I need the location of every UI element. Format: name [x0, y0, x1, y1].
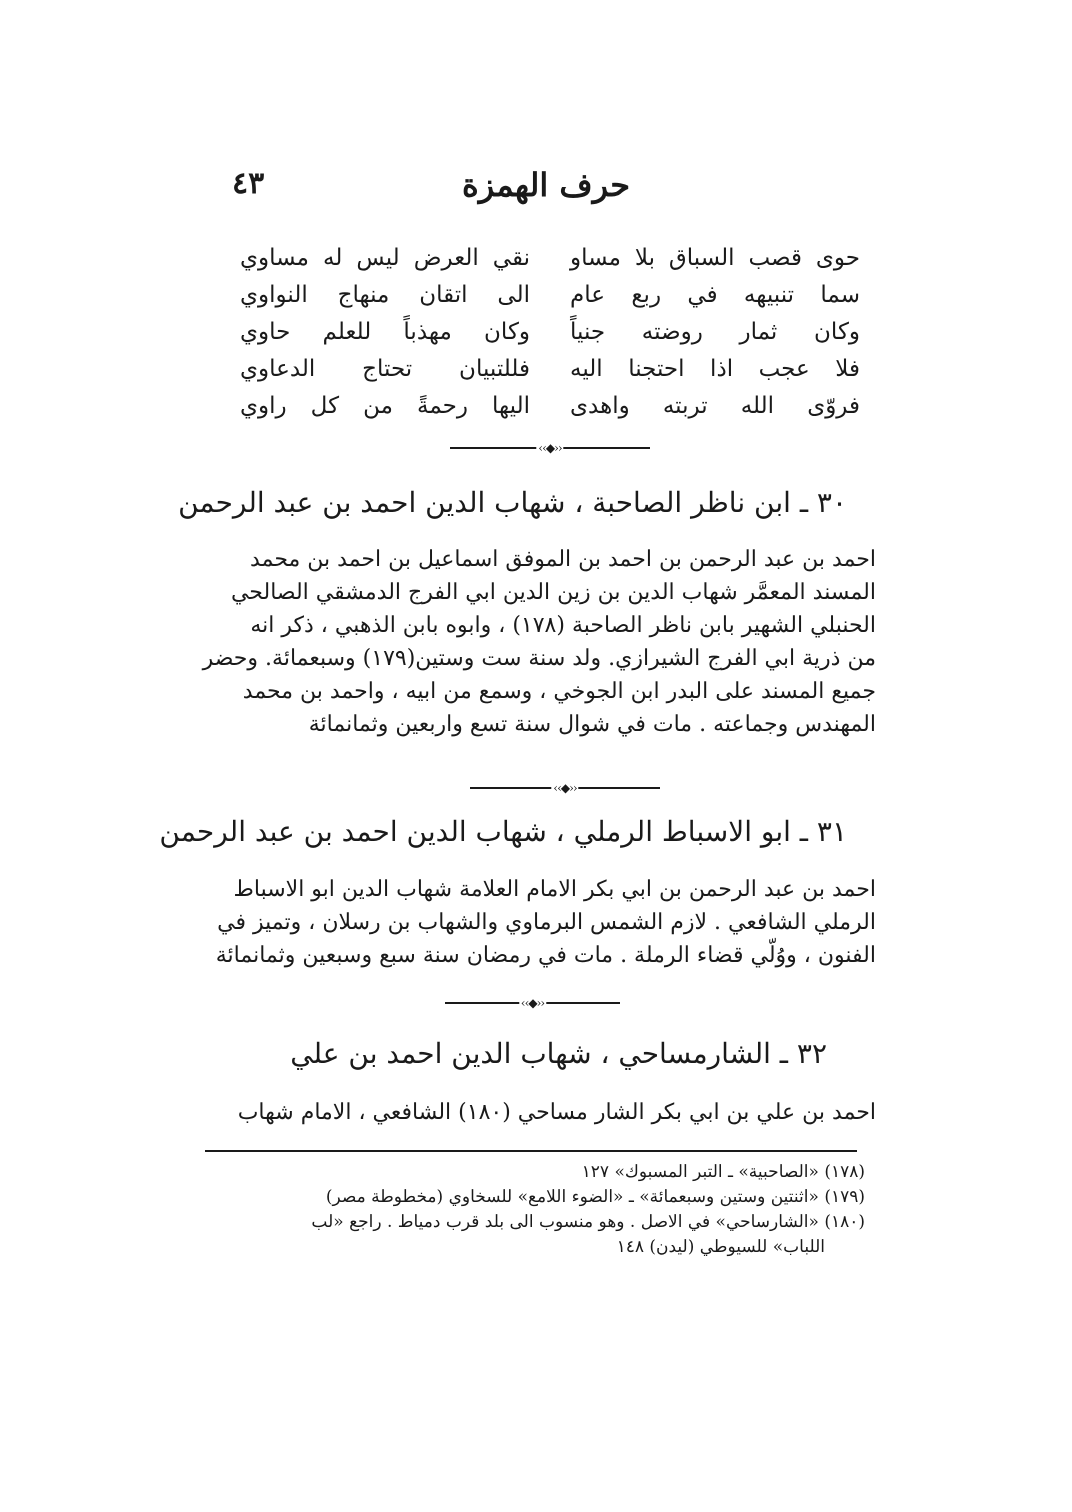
- poem: [240, 245, 860, 430]
- footnote-179: (١٧٩) «اثنتين وستين وسبعمائة» ـ «الضوء اللامع» للسخاوي (مخطوطة مصر): [325, 1187, 865, 1207]
- text-line: المسند المعمَّر شهاب الدين بن زين الدين ابي الفرج الدمشقي الصالحي: [230, 580, 876, 605]
- entry-body-30: [200, 543, 876, 741]
- divider-ornament-icon: ‹‹◆››: [520, 996, 545, 1010]
- poem-verse: [240, 245, 860, 282]
- text-line: الرملي الشافعي . لازم الشمس البرماوي والشهاب بن رسلان ، وتميز في: [217, 910, 876, 935]
- entry-heading-31: ٣١ ـ ابو الاسباط الرملي ، شهاب الدين احمد بن عبد الرحمن: [159, 815, 847, 848]
- verse-first-hemistich: فلا عجب اذا احتجنا اليه: [570, 356, 860, 382]
- poem-verse: [240, 319, 860, 356]
- footnote-178: (١٧٨) «الصاحبية» ـ التبر المسبوك» ١٢٧: [581, 1162, 865, 1182]
- text-line: احمد بن عبد الرحمن بن ابي بكر الامام العلامة شهاب الدين ابو الاسباط: [233, 877, 876, 902]
- text-line: احمد بن عبد الرحمن بن احمد بن الموفق اسماعيل بن احمد بن محمد: [250, 547, 876, 572]
- page-number: ٤٣: [232, 166, 265, 201]
- verse-second-hemistich: فللتبيان تحتاج الدعاوي: [240, 356, 530, 382]
- text-line: المهندس وجماعته . مات في شوال سنة تسع واربعين وثمانمائة: [308, 712, 876, 737]
- verse-second-hemistich: اليها رحمةً من كل راوي: [240, 393, 530, 419]
- verse-second-hemistich: الى اتقان منهاج النواوي: [240, 282, 530, 308]
- text-line: احمد بن علي بن ابي بكر الشار مساحي (١٨٠) الشافعي ، الامام شهاب: [237, 1100, 876, 1125]
- footnotes: [240, 1160, 865, 1260]
- verse-first-hemistich: فروّى الله تربته واهدى: [570, 393, 860, 419]
- entry-heading-30: ٣٠ ـ ابن ناظر الصاحبة ، شهاب الدين احمد بن عبد الرحمن: [178, 486, 847, 519]
- section-divider-ornament: [450, 441, 650, 455]
- verse-first-hemistich: وكان ثمار روضته جنياً: [570, 319, 860, 345]
- entry-body-32: [200, 1096, 876, 1129]
- text-line: الحنبلي الشهير بابن ناظر الصاحبة (١٧٨) ، وابوه بابن الذهبي ، ذكر انه: [250, 613, 876, 638]
- verse-first-hemistich: حوى قصب السباق بلا مساو: [570, 245, 860, 271]
- running-title: حرف الهمزة: [461, 166, 630, 204]
- text-line: الفنون ، ووُلّي قضاء الرملة . مات في رمضان سنة سبع وسبعين وثمانمائة: [215, 943, 876, 968]
- entry-heading-32: ٣٢ ـ الشارمساحي ، شهاب الدين احمد بن علي: [290, 1037, 827, 1070]
- poem-verse: [240, 356, 860, 393]
- divider-ornament-icon: ‹‹◆››: [538, 441, 562, 455]
- poem-verse: [240, 393, 860, 430]
- text-line: جميع المسند على البدر ابن الجوخي ، وسمع من ابيه ، واحمد بن محمد: [242, 679, 876, 704]
- verse-first-hemistich: سما تنبيهه في ربع عام: [570, 282, 860, 308]
- entry-body-31: [200, 873, 876, 972]
- section-divider-ornament: [445, 996, 620, 1010]
- poem-verse: [240, 282, 860, 319]
- verse-second-hemistich: وكان مهذباً للعلم حاوي: [240, 319, 530, 345]
- text-line: من ذرية ابي الفرج الشيرازي. ولد سنة ست وستين(١٧٩) وسبعمائة. وحضر: [202, 646, 876, 671]
- footnote-rule: [205, 1150, 857, 1152]
- section-divider-ornament: [470, 781, 660, 795]
- running-head: [200, 166, 880, 216]
- verse-second-hemistich: نقي العرض ليس له مساوي: [240, 245, 530, 271]
- divider-ornament-icon: ‹‹◆››: [553, 781, 577, 795]
- footnote-180-continued: اللباب» للسيوطي (ليدن) ١٤٨: [616, 1237, 825, 1257]
- footnote-180: (١٨٠) «الشارساحي» في الاصل . وهو منسوب الى بلد قرب دمياط . راجع «لب: [311, 1212, 865, 1232]
